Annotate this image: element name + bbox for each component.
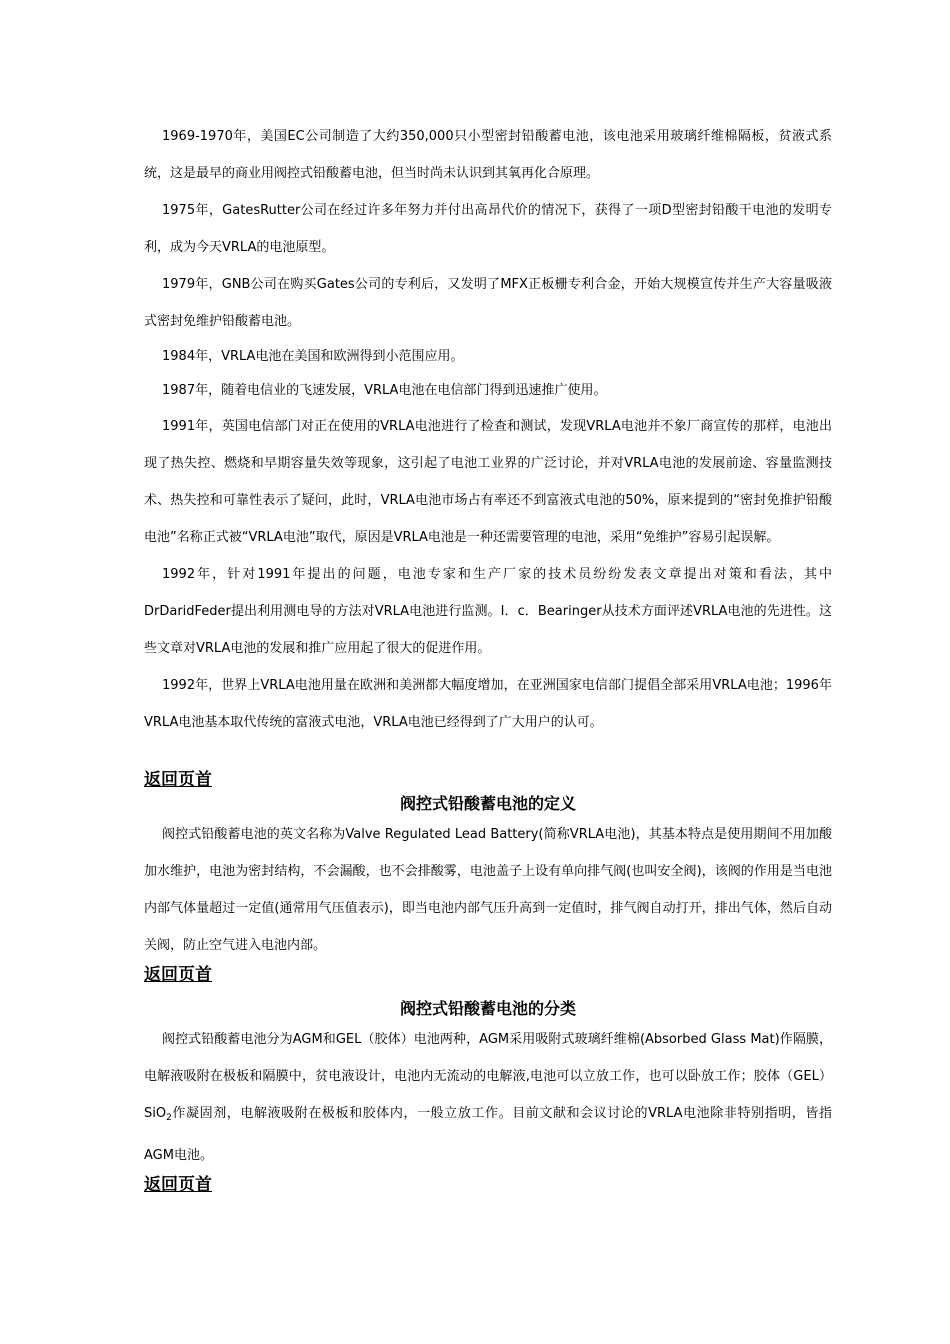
classification-text: 作凝固剂，电解液吸附在极板和胶体内，一般立放工作。目前文献和会议讨论的VRLA电池除非特别指明，皆指AGM电池。 [144, 1106, 832, 1163]
definition-paragraph: 阀控式铅酸蓄电池的英文名称为Valve Regulated Lead Battery(简称VRLA电池)，其基本特点是使用期间不用加酸加水维护，电池为密封结构，不会漏酸，也不会排酸雾，电池盖子上设有单向排气阀(也叫安全阀)，该阀的作用是当电池内部气体量超过一定值(通常用气压值表示)，即当电池内部气压升高到一定值时，排气阀自动打开，排出气体，然后自动关阀，防止空气进入电池内部。 [144, 827, 832, 953]
definition-section [144, 792, 832, 964]
history-paragraph: 1991年，英国电信部门对正在使用的VRLA电池进行了检查和测试，发现VRLA电池并不象厂商宣传的那样，电池出现了热失控、燃烧和早期容量失效等现象，这引起了电池工业界的广泛讨论，并对VRLA电池的发展前途、容量监测技术、热失控和可靠性表示了疑问，此时，VRLA电池市场占有率还不到富液式电池的50%，原来提到的“密封免推护铅酸电池”名称正式被“VRLA电池”取代，原因是VRLA电池是一种还需要管理的电池，采用“免维护”容易引起误解。 [144, 419, 832, 545]
history-section [144, 118, 832, 741]
back-to-top-link[interactable]: 返回页首 [144, 1175, 212, 1195]
classification-heading: 阀控式铅酸蓄电池的分类 [399, 999, 576, 1018]
history-paragraph: 1984年，VRLA电池在美国和欧洲得到小范围应用。 [162, 349, 464, 364]
classification-section [144, 997, 832, 1174]
subscript-two: 2 [166, 1113, 172, 1123]
history-paragraph: 1992年，世界上VRLA电池用量在欧洲和美洲都大幅度增加，在亚洲国家电信部门提倡全部采用VRLA电池；1996年VRLA电池基本取代传统的富液式电池，VRLA电池已经得到了广大用户的认可。 [144, 678, 832, 730]
back-to-top-link[interactable]: 返回页首 [144, 965, 212, 985]
history-paragraph: 1975年，GatesRutter公司在经过许多年努力并付出高昂代价的情况下，获得了一项D型密封铅酸干电池的发明专利，成为今天VRLA的电池原型。 [144, 203, 832, 255]
history-paragraph: 1969-1970年，美国EC公司制造了大约350,000只小型密封铅酸蓄电池，该电池采用玻璃纤维棉隔板，贫液式系统，这是最早的商业用阀控式铅酸蓄电池，但当时尚未认识到其氧再化合原理。 [144, 129, 832, 181]
back-to-top-link[interactable]: 返回页首 [144, 770, 212, 790]
history-paragraph: 1987年，随着电信业的飞速发展，VRLA电池在电信部门得到迅速推广使用。 [162, 383, 607, 398]
classification-paragraph [144, 1021, 832, 1174]
history-paragraph: 1992年，针对1991年提出的问题，电池专家和生产厂家的技术员纷纷发表文章提出对策和看法，其中DrDaridFeder提出利用测电导的方法对VRLA电池进行监测。I．c．Bearinger从技术方面评述VRLA电池的先进性。这些文章对VRLA电池的发展和推广应用起了很大的促进作用。 [144, 567, 832, 656]
history-paragraph: 1979年，GNB公司在购买Gates公司的专利后，又发明了MFX正板栅专利合金，开始大规模宣传并生产大容量吸液式密封免维护铅酸蓄电池。 [144, 277, 832, 329]
definition-heading: 阀控式铅酸蓄电池的定义 [399, 794, 576, 813]
classification-text: 阀控式铅酸蓄电池分为AGM和GEL（胶体）电池两种，AGM采用吸附式玻璃纤维棉(Absorbed Glass Mat)作隔膜，电解液吸附在极板和隔膜中，贫电液设计，电池内无流动的电解液,电池可以立放工作，也可以卧放工作；胶体（GEL）SiO [144, 1032, 832, 1121]
